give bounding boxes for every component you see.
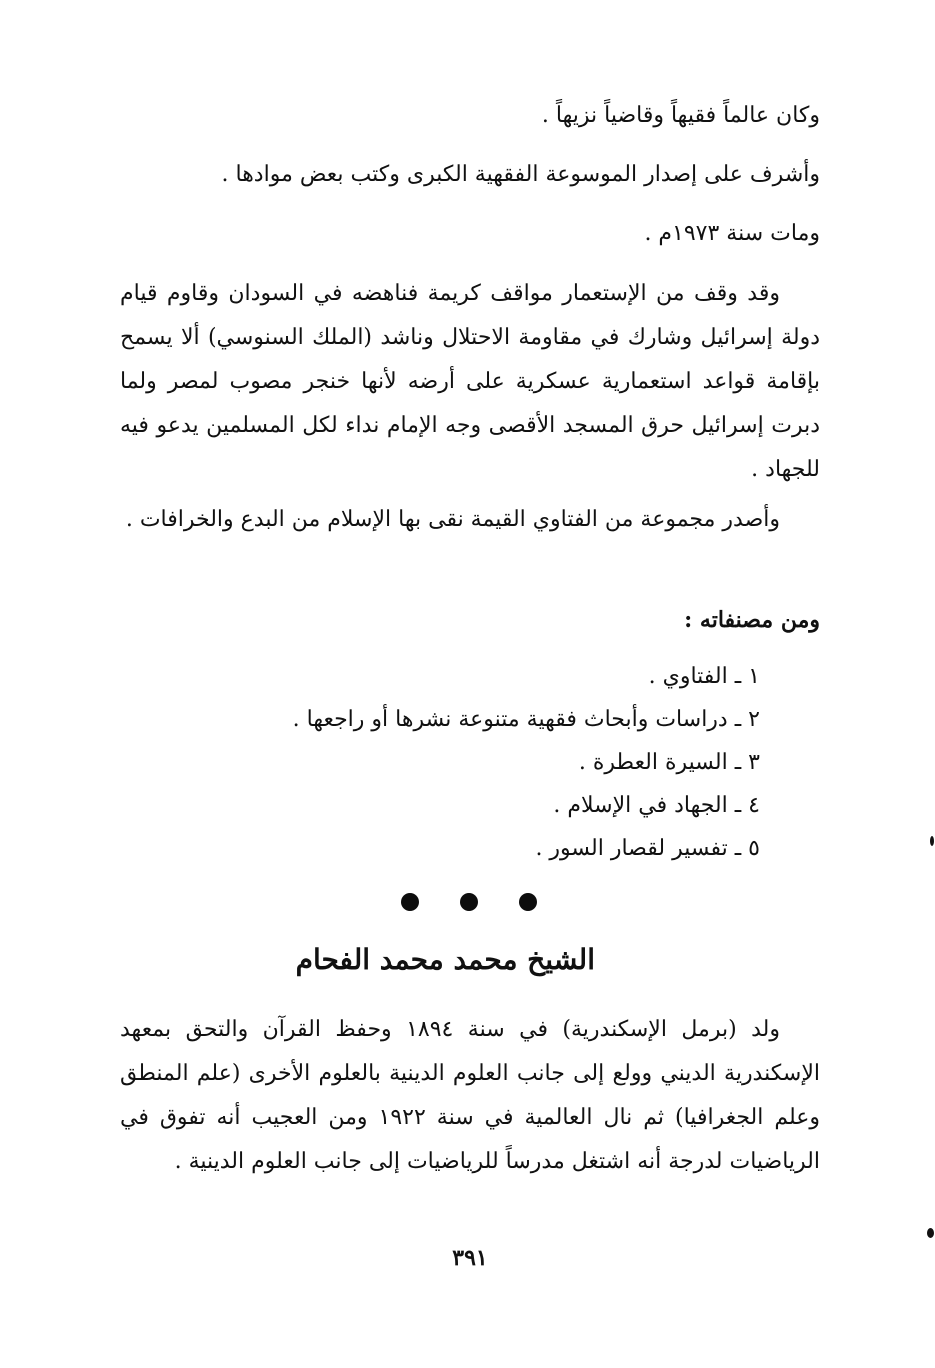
paragraph-fatwas: وأصدر مجموعة من الفتاوي القيمة نقى بها الإسلام من البدع والخرافات . <box>125 507 780 532</box>
divider-dot <box>519 893 537 911</box>
paragraph-colonialism: وقد وقف من الإستعمار مواقف كريمة فناهضه في السودان وقاوم قيام دولة إسرائيل وشارك في مقاومة الاحتلال وناشد (الملك السنوسي) ألا يسمح بإقامة قواعد استعمارية عسكرية على أرضه لأنها خنجر مصوب لمصر ولما دبرت إسرائيل حرق المسجد الأقصى وجه الإمام نداء لكل المسلمين يدعو فيه للجهاد . <box>120 281 820 482</box>
text-line: ومات سنة ١٩٧٣م . <box>644 221 820 246</box>
section-divider <box>395 893 545 917</box>
divider-dot <box>401 893 419 911</box>
list-item: ٣ ـ السيرة العطرة . <box>578 750 760 775</box>
scan-speck <box>930 836 934 846</box>
opening-lines <box>120 94 820 256</box>
section-title: الشيخ محمد محمد الفحام <box>295 943 595 976</box>
works-heading: ومن مصنفاته : <box>684 607 820 633</box>
works-list <box>240 655 760 870</box>
list-item: ٢ ـ دراسات وأبحاث فقهية متنوعة نشرها أو راجعها . <box>292 707 760 732</box>
text-line: وأشرف على إصدار الموسوعة الفقهية الكبرى وكتب بعض موادها . <box>221 162 820 187</box>
scan-speck <box>927 1228 934 1238</box>
list-item: ١ ـ الفتاوي . <box>648 664 760 689</box>
list-item: ٥ ـ تفسير لقصار السور . <box>535 836 760 861</box>
text-line: وكان عالماً فقيهاً وقاضياً نزيهاً . <box>541 103 820 128</box>
divider-dot <box>460 893 478 911</box>
page-number: ٣٩١ <box>452 1245 488 1271</box>
list-item: ٤ ـ الجهاد في الإسلام . <box>553 793 760 818</box>
paragraph-bio: ولد (برمل الإسكندرية) في سنة ١٨٩٤ وحفظ القرآن والتحق بمعهد الإسكندرية الديني وولع إلى جانب العلوم الدينية بالعلوم الأخرى (علم المنطق وعلم الجغرافيا) ثم نال العالمية في سنة ١٩٢٢ ومن العجيب أنه تفوق في الرياضيات لدرجة أنه اشتغل مدرساً للرياضيات إلى جانب العلوم الدينية . <box>120 1017 821 1174</box>
